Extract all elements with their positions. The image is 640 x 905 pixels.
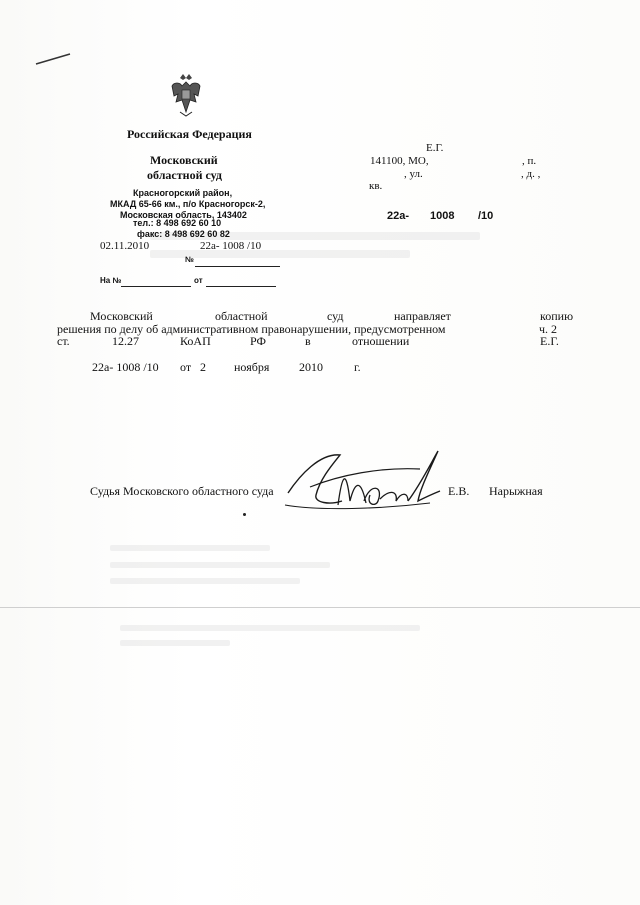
case-ref-suffix: /10: [478, 210, 494, 222]
body-word: г.: [354, 360, 361, 374]
body-word: направляет: [394, 309, 451, 323]
court-address-line2: МКАД 65-66 км., п/о Красногорск-2,: [110, 199, 266, 209]
judge-surname: Нарыжная: [489, 484, 543, 498]
judge-initials: Е.В.: [448, 484, 470, 498]
court-address-line3: Московская область, 143402: [120, 210, 247, 220]
bleed-through: [110, 578, 300, 584]
no-label: №: [185, 255, 194, 264]
body-word: копию: [540, 309, 574, 323]
body-word: КоАП: [180, 334, 211, 348]
body-word: отношении: [352, 334, 410, 348]
recipient-house-abbr: , д. ,: [521, 168, 541, 180]
court-name-line2: областной суд: [147, 168, 222, 182]
body-word: суд: [327, 309, 344, 323]
recipient-street-abbr: , ул.: [404, 168, 423, 180]
court-name-line1: Московский: [150, 153, 218, 167]
ref-label: На №: [100, 276, 122, 285]
body-word: РФ: [250, 334, 266, 348]
recipient-name: Е.Г.: [426, 142, 444, 154]
from-underline: [206, 286, 276, 287]
body-word: Московский: [90, 309, 153, 323]
body-word: Е.Г.: [540, 334, 559, 348]
body-word: областной: [215, 309, 268, 323]
judge-title: Судья Московского областного суда: [90, 484, 274, 498]
body-word: 2: [200, 360, 206, 374]
ink-dot: [243, 513, 246, 516]
body-word: ч. 2: [539, 322, 558, 336]
body-case-number: 22а- 1008 /10: [92, 360, 159, 374]
case-ref-number: 1008: [430, 210, 455, 222]
fold-line: [0, 607, 640, 608]
body-word: в: [305, 334, 311, 348]
bleed-through: [110, 545, 270, 551]
outgoing-date: 02.11.2010: [100, 240, 150, 252]
from-label: от: [194, 276, 203, 285]
body-word: ст.: [57, 334, 70, 348]
country-name: Российская Федерация: [127, 127, 252, 141]
body-line: решения по делу об административном правонарушении, предусмотренном: [57, 322, 446, 336]
signature-icon: [280, 445, 455, 520]
bleed-through: [110, 562, 330, 568]
recipient-p-abbr: , п.: [522, 155, 537, 167]
court-fax: факс: 8 498 692 60 82: [137, 229, 230, 239]
no-underline: [195, 266, 280, 267]
case-ref-prefix: 22а-: [387, 210, 410, 222]
court-phone: тел.: 8 498 692 60 10: [133, 218, 222, 228]
pen-mark: [34, 50, 74, 70]
emblem-icon: [166, 72, 206, 118]
body-word: ноября: [234, 360, 270, 374]
recipient-postcode-city: 141100, МО,: [370, 155, 429, 167]
body-word: 2010: [299, 360, 323, 374]
bleed-through: [120, 640, 230, 646]
ref-underline: [121, 286, 191, 287]
body-word: 12.27: [112, 334, 139, 348]
bleed-through: [120, 625, 420, 631]
body-word: от: [180, 360, 192, 374]
court-address-line1: Красногорский район,: [133, 188, 233, 198]
outgoing-number: 22а- 1008 /10: [200, 240, 262, 252]
recipient-apt-abbr: кв.: [369, 180, 383, 192]
